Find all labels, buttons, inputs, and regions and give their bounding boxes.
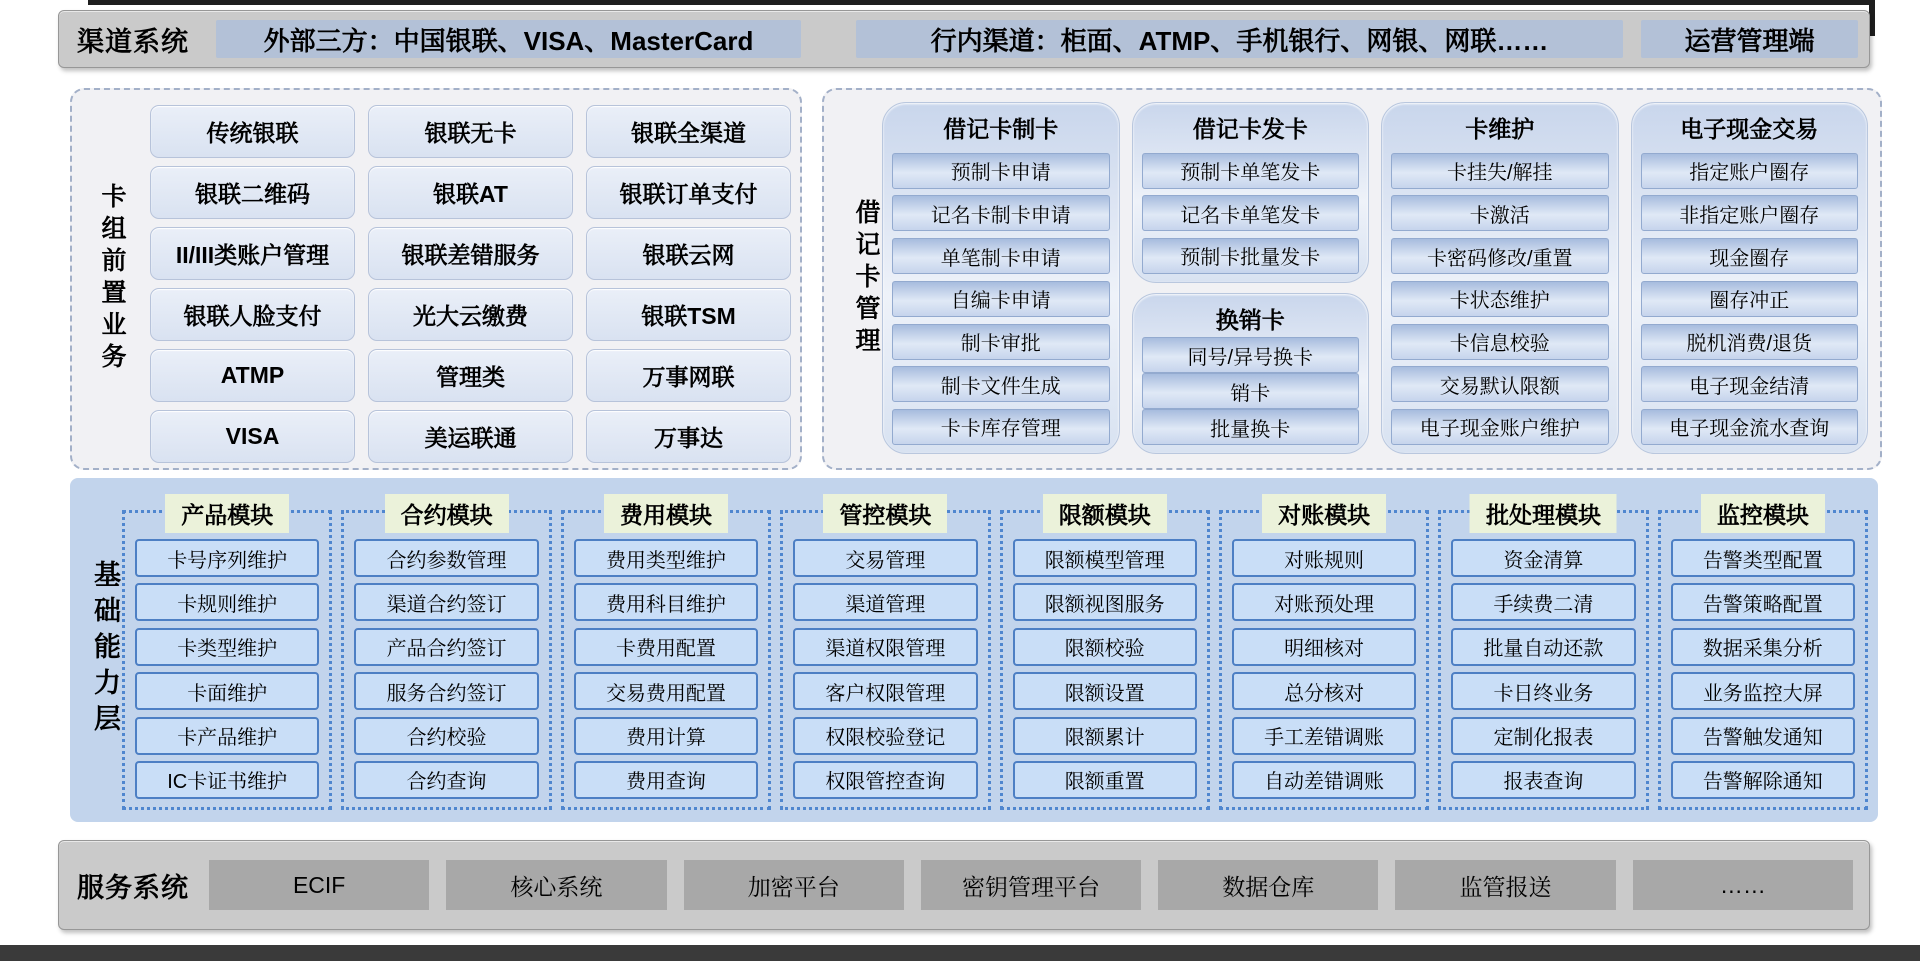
group-ecash-transactions: [1631, 102, 1869, 454]
module-fee: [561, 502, 771, 810]
module-item: 手工差错调账: [1232, 717, 1416, 755]
group-item: 记名卡制卡申请: [892, 195, 1110, 231]
service-box: 监管报送: [1395, 860, 1615, 910]
group-item: 电子现金结清: [1641, 366, 1859, 402]
module-item: 卡费用配置: [574, 628, 758, 666]
module-batch: [1438, 502, 1648, 810]
card-front-item: 银联人脸支付: [150, 288, 355, 341]
base-capability-panel: [70, 478, 1878, 822]
module-item: 自动差错调账: [1232, 761, 1416, 799]
service-system-label: 服务系统: [77, 872, 189, 903]
module-item: 限额模型管理: [1013, 539, 1197, 577]
card-front-item: 银联订单支付: [586, 166, 791, 219]
module-title: 合约模块: [385, 494, 509, 533]
card-front-item: 万事达: [586, 410, 791, 463]
module-item: 告警类型配置: [1671, 539, 1855, 577]
module-item: 限额累计: [1013, 717, 1197, 755]
module-contract: [341, 502, 551, 810]
module-item: 手续费二清: [1451, 583, 1635, 621]
group-item: 圈存冲正: [1641, 281, 1859, 317]
module-title: 管控模块: [823, 494, 947, 533]
base-capability-label: 基础能力层: [90, 560, 120, 740]
module-item: 合约参数管理: [354, 539, 538, 577]
group-item: 电子现金流水查询: [1641, 409, 1859, 445]
service-box: 密钥管理平台: [921, 860, 1141, 910]
group-item: 非指定账户圈存: [1641, 195, 1859, 231]
channel-system-bar: [58, 10, 1870, 68]
ops-management-box: 运营管理端: [1641, 20, 1858, 58]
group-title: 电子现金交易: [1680, 116, 1819, 142]
external-parties-box: 外部三方：中国银联、VISA、MasterCard: [216, 20, 801, 58]
module-item: 费用类型维护: [574, 539, 758, 577]
group-item: 卡密码修改/重置: [1391, 238, 1609, 274]
group-item: 单笔制卡申请: [892, 238, 1110, 274]
module-item: 客户权限管理: [793, 672, 977, 710]
card-front-panel: [70, 88, 802, 470]
debit-col-card-making: [882, 102, 1120, 454]
channel-system-label: 渠道系统: [77, 26, 189, 57]
debit-col-ecash: [1631, 102, 1869, 454]
group-item: 预制卡批量发卡: [1142, 238, 1360, 274]
module-item: 卡面维护: [135, 672, 319, 710]
group-item: 交易默认限额: [1391, 366, 1609, 402]
service-box: 核心系统: [446, 860, 666, 910]
module-item: 卡类型维护: [135, 628, 319, 666]
card-front-item: 光大云缴费: [368, 288, 573, 341]
group-item: 预制卡申请: [892, 153, 1110, 189]
group-title: 卡维护: [1465, 116, 1535, 142]
module-item: 业务监控大屏: [1671, 672, 1855, 710]
module-item: 交易费用配置: [574, 672, 758, 710]
module-title: 产品模块: [165, 494, 289, 533]
module-item: 限额设置: [1013, 672, 1197, 710]
group-item: 同号/异号换卡: [1142, 337, 1360, 373]
module-item: 数据采集分析: [1671, 628, 1855, 666]
card-front-item: 传统银联: [150, 105, 355, 158]
module-item: 渠道管理: [793, 583, 977, 621]
service-box: 数据仓库: [1158, 860, 1378, 910]
module-item: 对账规则: [1232, 539, 1416, 577]
group-item: 卡激活: [1391, 195, 1609, 231]
module-item: 交易管理: [793, 539, 977, 577]
window-top-edge-line: [88, 0, 1874, 5]
module-item: 资金清算: [1451, 539, 1635, 577]
module-item: 告警解除通知: [1671, 761, 1855, 799]
module-item: 渠道权限管理: [793, 628, 977, 666]
module-item: 对账预处理: [1232, 583, 1416, 621]
module-item: 卡号序列维护: [135, 539, 319, 577]
card-front-item: 银联差错服务: [368, 227, 573, 280]
group-item: 制卡文件生成: [892, 366, 1110, 402]
card-front-item: 银联云网: [586, 227, 791, 280]
card-front-grid: [150, 105, 791, 463]
card-front-item: 万事网联: [586, 349, 791, 402]
module-item: 服务合约签订: [354, 672, 538, 710]
group-item: 卡挂失/解挂: [1391, 153, 1609, 189]
module-item: 定制化报表: [1451, 717, 1635, 755]
group-item: 脱机消费/退货: [1641, 324, 1859, 360]
service-system-boxes: [209, 860, 1853, 910]
module-item: 告警触发通知: [1671, 717, 1855, 755]
group-item: 销卡: [1142, 373, 1360, 409]
module-item: IC卡证书维护: [135, 761, 319, 799]
module-item: 总分核对: [1232, 672, 1416, 710]
bottom-divider-bar: [0, 945, 1920, 961]
module-item: 费用查询: [574, 761, 758, 799]
module-title: 对账模块: [1262, 494, 1386, 533]
card-front-item: 美运联通: [368, 410, 573, 463]
module-item: 费用科目维护: [574, 583, 758, 621]
service-box: ECIF: [209, 860, 429, 910]
debit-col-maintenance: [1381, 102, 1619, 454]
group-card-replace-cancel: [1132, 293, 1370, 454]
group-card-making: [882, 102, 1120, 454]
service-box: ……: [1633, 860, 1853, 910]
group-title: 换销卡: [1215, 307, 1285, 333]
card-front-panel-label: 卡组前置业务: [98, 183, 126, 375]
module-monitoring: [1658, 502, 1868, 810]
module-item: 报表查询: [1451, 761, 1635, 799]
card-front-item: ATMP: [150, 349, 355, 402]
group-title: 借记卡制卡: [943, 116, 1059, 142]
card-front-item: 银联二维码: [150, 166, 355, 219]
module-item: 权限校验登记: [793, 717, 977, 755]
module-item: 权限管控查询: [793, 761, 977, 799]
module-item: 产品合约签订: [354, 628, 538, 666]
group-item: 自编卡申请: [892, 281, 1110, 317]
group-item: 电子现金账户维护: [1391, 409, 1609, 445]
group-item: 记名卡单笔发卡: [1142, 195, 1360, 231]
group-item: 卡信息校验: [1391, 324, 1609, 360]
group-item: 批量换卡: [1142, 409, 1360, 445]
card-front-item: 管理类: [368, 349, 573, 402]
group-card-maintenance: [1381, 102, 1619, 454]
debit-card-panel-label: 借记卡管理: [852, 199, 880, 359]
card-front-item: 银联全渠道: [586, 105, 791, 158]
group-item: 指定账户圈存: [1641, 153, 1859, 189]
module-title: 限额模块: [1043, 494, 1167, 533]
debit-col-issuing: [1132, 102, 1370, 454]
module-item: 限额重置: [1013, 761, 1197, 799]
card-front-item: 银联TSM: [586, 288, 791, 341]
module-control: [780, 502, 990, 810]
service-system-bar: [58, 840, 1870, 930]
card-front-item: II/III类账户管理: [150, 227, 355, 280]
module-product: [122, 502, 332, 810]
module-item: 明细核对: [1232, 628, 1416, 666]
card-front-item: 银联无卡: [368, 105, 573, 158]
group-title: 借记卡发卡: [1192, 116, 1308, 142]
module-item: 卡日终业务: [1451, 672, 1635, 710]
module-item: 合约校验: [354, 717, 538, 755]
module-item: 费用计算: [574, 717, 758, 755]
group-item: 现金圈存: [1641, 238, 1859, 274]
group-item: 卡卡库存管理: [892, 409, 1110, 445]
module-item: 限额校验: [1013, 628, 1197, 666]
card-front-item: 银联AT: [368, 166, 573, 219]
module-title: 监控模块: [1701, 494, 1825, 533]
service-box: 加密平台: [684, 860, 904, 910]
debit-card-panel: [822, 88, 1882, 470]
group-card-issuing: [1132, 102, 1370, 283]
module-item: 渠道合约签订: [354, 583, 538, 621]
module-title: 费用模块: [604, 494, 728, 533]
module-reconciliation: [1219, 502, 1429, 810]
group-item: 预制卡单笔发卡: [1142, 153, 1360, 189]
module-limit: [1000, 502, 1210, 810]
module-title: 批处理模块: [1470, 494, 1617, 533]
module-item: 卡产品维护: [135, 717, 319, 755]
module-item: 卡规则维护: [135, 583, 319, 621]
internal-channels-box: 行内渠道：柜面、ATMP、手机银行、网银、网联……: [856, 20, 1623, 58]
module-item: 限额视图服务: [1013, 583, 1197, 621]
module-item: 批量自动还款: [1451, 628, 1635, 666]
group-item: 制卡审批: [892, 324, 1110, 360]
module-item: 合约查询: [354, 761, 538, 799]
debit-card-groups: [882, 102, 1868, 454]
base-capability-modules: [122, 502, 1868, 810]
group-item: 卡状态维护: [1391, 281, 1609, 317]
module-item: 告警策略配置: [1671, 583, 1855, 621]
card-front-item: VISA: [150, 410, 355, 463]
